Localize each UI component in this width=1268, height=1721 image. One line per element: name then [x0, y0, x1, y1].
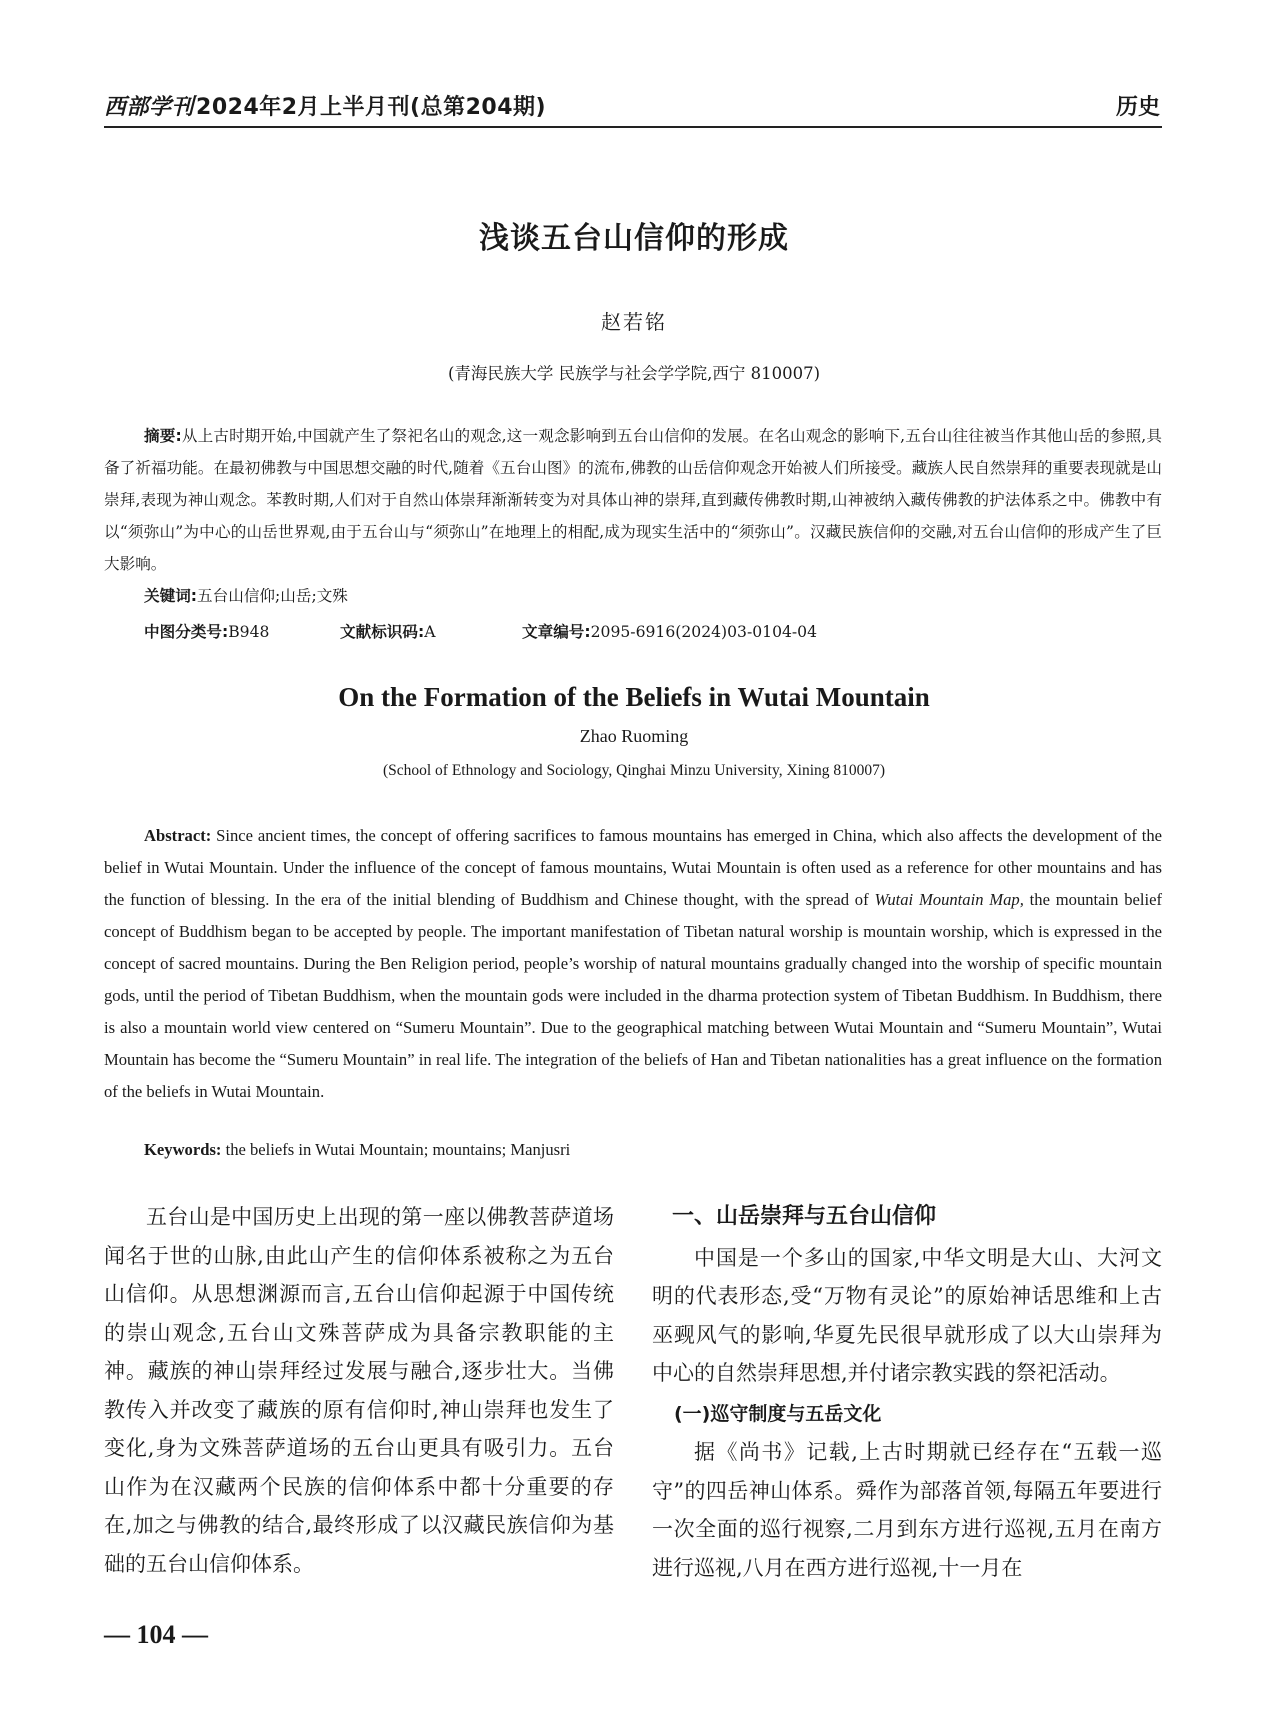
- english-keywords-text: the beliefs in Wutai Mountain; mountains; Manjusri: [225, 1140, 571, 1159]
- clc-number: [144, 620, 269, 642]
- english-abstract-part2: the mountain belief concept of Buddhism began to be accepted by people. The important manifestation of Tibetan natural worship is mountain worship, which is expressed in the concept of sacred mountains. During the Ben Religion period, people’s worship of natural mountains gradually changed into the worship of specific mountain gods, until the period of Tibetan Buddhism, when the mountain gods were included in the dharma protection system of Tibetan Buddhism. In Buddhism, there is also a mountain world view centered on “Sumeru Mountain”. Due to the geographical matching between Wutai Mountain and “Sumeru Mountain”, Wutai Mountain has become the “Sumeru Mountain” in real life. The integration of the beliefs of Han and Tibetan nationalities has a great influence on the formation of the beliefs in Wutai Mountain.: [104, 890, 1162, 1101]
- chinese-keywords-label: 关键词:: [144, 587, 198, 605]
- intro-paragraph: 五台山是中国历史上出现的第一座以佛教菩萨道场闻名于世的山脉,由此山产生的信仰体系被称之为五台山信仰。从思想渊源而言,五台山信仰起源于中国传统的崇山观念,五台山文殊菩萨成为具备宗教职能的主神。藏族的神山崇拜经过发展与融合,逐步壮大。当佛教传入并改变了藏族的原有信仰时,神山崇拜也发生了变化,身为文殊菩萨道场的五台山更具有吸引力。五台山作为在汉藏两个民族的信仰体系中都十分重要的存在,加之与佛教的结合,最终形成了以汉藏民族信仰为基础的五台山信仰体系。: [104, 1205, 614, 1576]
- english-abstract-italic-title: Wutai Mountain Map,: [874, 890, 1024, 909]
- english-author: Zhao Ruoming: [579, 726, 689, 746]
- chinese-affiliation: (青海民族大学 民族学与社会学学院,西宁 810007): [447, 364, 821, 383]
- chinese-keywords-text: 五台山信仰;山岳;文殊: [197, 587, 348, 605]
- article-no-label: 文章编号:: [522, 623, 591, 641]
- chinese-abstract-label: 摘要:: [144, 427, 182, 445]
- chinese-author: 赵若铭: [601, 310, 667, 334]
- section-paragraph: 中国是一个多山的国家,中华文明是大山、大河文明的代表形态,受“万物有灵论”的原始神话思维和上古巫觋风气的影响,华夏先民很早就形成了以大山崇拜为中心的自然崇拜思想,并付诸宗教实践的祭祀活动。: [652, 1245, 1162, 1385]
- article-number: [522, 620, 817, 642]
- body-left-column: [104, 1198, 614, 1583]
- journal-issue-line: [104, 90, 546, 121]
- section-heading: 一、山岳崇拜与五台山信仰: [672, 1204, 937, 1229]
- doc-code-value: A: [424, 623, 436, 641]
- chinese-keywords: [144, 584, 348, 606]
- running-header: [104, 88, 1162, 128]
- section-name: 历史: [1115, 95, 1160, 120]
- english-title: On the Formation of the Beliefs in Wutai Mountain: [338, 682, 930, 712]
- journal-logo: 西部学刊: [104, 94, 195, 120]
- subsection-heading: (一)巡守制度与五岳文化: [674, 1402, 882, 1425]
- journal-issue: 2024年2月上半月刊(总第204期): [196, 95, 547, 120]
- subsection-paragraph: 据《尚书》记载,上古时期就已经存在“五载一巡守”的四岳神山体系。舜作为部落首领,每隔五年要进行一次全面的巡行视察,二月到东方进行巡视,五月在南方进行巡视,八月在西方进行巡视,十一月在: [652, 1440, 1162, 1580]
- body-right-column: [652, 1198, 1162, 1587]
- english-keywords: [144, 1140, 570, 1160]
- page-number: — 104 —: [104, 1620, 208, 1649]
- doc-code-label: 文献标识码:: [340, 623, 425, 641]
- article-no-value: 2095-6916(2024)03-0104-04: [590, 623, 818, 641]
- document-code: [340, 620, 435, 642]
- clc-value: B948: [228, 623, 270, 641]
- clc-label: 中图分类号:: [144, 623, 229, 641]
- english-abstract-label: Abstract:: [144, 826, 212, 845]
- english-affiliation: (School of Ethnology and Sociology, Qinghai Minzu University, Xining 810007): [382, 762, 886, 779]
- chinese-abstract-text: 从上古时期开始,中国就产生了祭祀名山的观念,这一观念影响到五台山信仰的发展。在名山观念的影响下,五台山往往被当作其他山岳的参照,具备了祈福功能。在最初佛教与中国思想交融的时代,随着《五台山图》的流布,佛教的山岳信仰观念开始被人们所接受。藏族人民自然崇拜的重要表现就是山崇拜,表现为神山观念。苯教时期,人们对于自然山体崇拜渐渐转变为对具体山神的崇拜,直到藏传佛教时期,山神被纳入藏传佛教的护法体系之中。佛教中有以“须弥山”为中心的山岳世界观,由于五台山与“须弥山”在地理上的相配,成为现实生活中的“须弥山”。汉藏民族信仰的交融,对五台山信仰的形成产生了巨大影响。: [104, 427, 1162, 573]
- chinese-title: 浅谈五台山信仰的形成: [479, 221, 789, 256]
- english-abstract-part1: Since ancient times, the concept of offering sacrifices to famous mountains has emerged in China, which also affects the development of the belief in Wutai Mountain. Under the influence of the concept of famous mountains, Wutai Mountain is often used as a reference for other mountains and has the function of blessing. In the era of the initial blending of Buddhism and Chinese thought, with the spread of: [104, 826, 1162, 909]
- english-keywords-label: Keywords:: [144, 1140, 222, 1159]
- chinese-abstract: [104, 420, 1162, 580]
- english-abstract: [104, 820, 1162, 1108]
